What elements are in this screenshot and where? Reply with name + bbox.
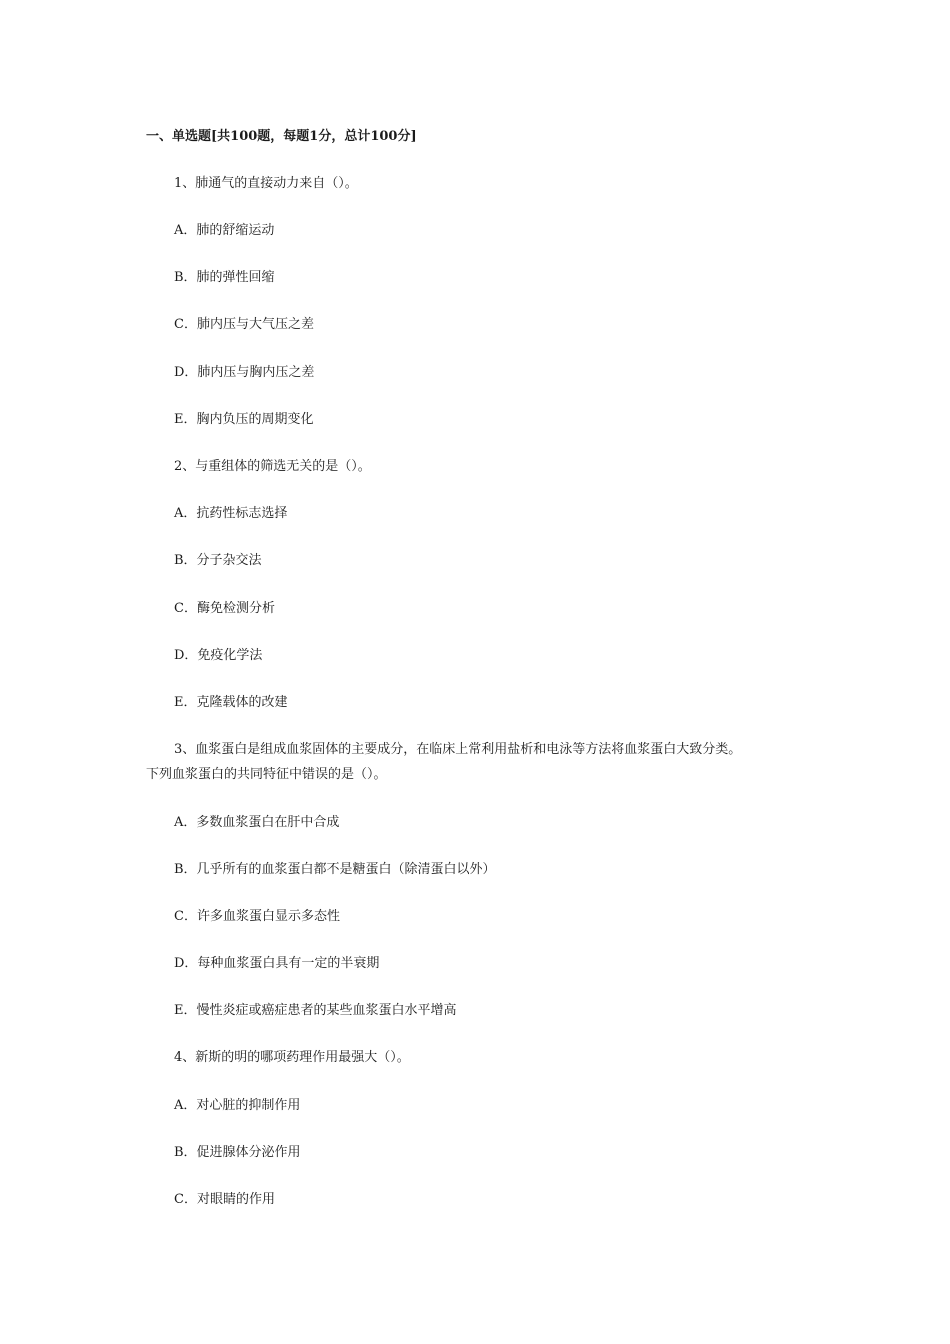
question-4-option-a: A．对心脏的抑制作用 bbox=[174, 1098, 301, 1113]
question-3-stem-continued: 下列血浆蛋白的共同特征中错误的是（）。 bbox=[146, 767, 387, 782]
question-1-option-d: D．肺内压与胸内压之差 bbox=[174, 365, 315, 380]
question-3-option-d: D．每种血浆蛋白具有一定的半衰期 bbox=[174, 956, 380, 971]
question-2-option-d: D．免疫化学法 bbox=[174, 648, 263, 663]
question-4-option-c: C．对眼睛的作用 bbox=[174, 1192, 275, 1207]
question-2-option-a: A．抗药性标志选择 bbox=[174, 506, 288, 521]
question-3-stem: 3、血浆蛋白是组成血浆固体的主要成分，在临床上常利用盐析和电泳等方法将血浆蛋白大致分类。 bbox=[174, 742, 742, 757]
question-3-option-c: C．许多血浆蛋白显示多态性 bbox=[174, 909, 340, 924]
question-1-option-a: A．肺的舒缩运动 bbox=[174, 223, 275, 238]
question-1-option-e: E．胸内负压的周期变化 bbox=[174, 412, 314, 427]
question-3-option-a: A．多数血浆蛋白在肝中合成 bbox=[174, 815, 340, 830]
question-4-option-b: B．促进腺体分泌作用 bbox=[174, 1145, 301, 1160]
question-1-stem: 1、肺通气的直接动力来自（）。 bbox=[174, 176, 358, 191]
question-3-option-b: B．几乎所有的血浆蛋白都不是糖蛋白（除清蛋白以外） bbox=[174, 862, 496, 877]
section-title: 一、单选题[共100题，每题1分，总计100分] bbox=[146, 129, 417, 144]
question-4-stem: 4、新斯的明的哪项药理作用最强大（）。 bbox=[174, 1050, 410, 1065]
question-2-option-b: B．分子杂交法 bbox=[174, 553, 262, 568]
question-1-option-c: C．肺内压与大气压之差 bbox=[174, 317, 314, 332]
question-2-stem: 2、与重组体的筛选无关的是（）。 bbox=[174, 459, 371, 474]
question-1-option-b: B．肺的弹性回缩 bbox=[174, 270, 275, 285]
question-3-option-e: E．慢性炎症或癌症患者的某些血浆蛋白水平增高 bbox=[174, 1003, 457, 1018]
question-2-option-e: E．克隆载体的改建 bbox=[174, 695, 288, 710]
question-2-option-c: C．酶免检测分析 bbox=[174, 601, 275, 616]
